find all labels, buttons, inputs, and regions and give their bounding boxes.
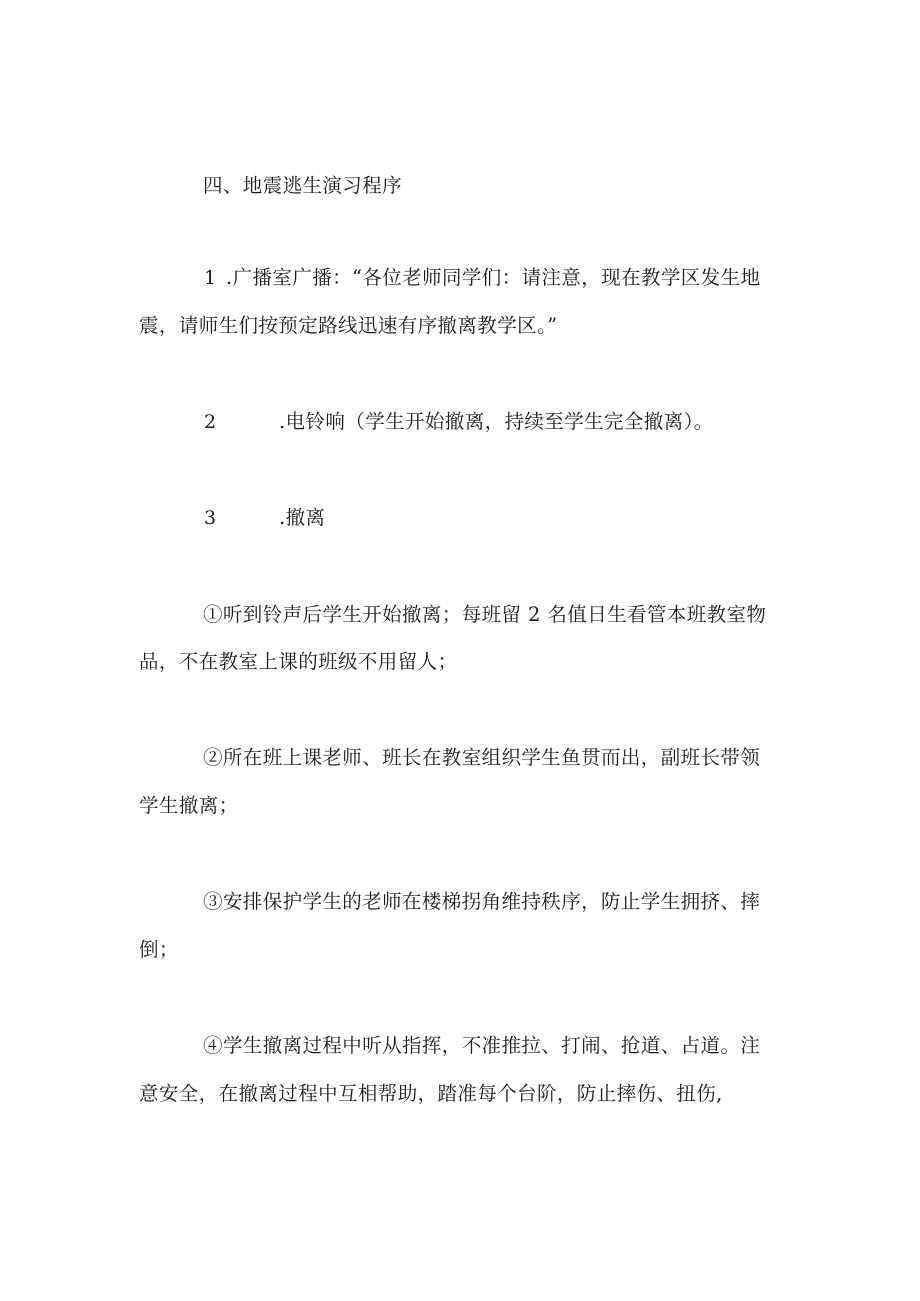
item-1-line-2: 震，请师生们按预定路线迅速有序撤离教学区。” bbox=[139, 314, 558, 337]
sub-item-2-line-1: ②所在班上课老师、班长在教室组织学生鱼贯而出，副班长带领 bbox=[203, 746, 761, 769]
section-heading: 四、地震逃生演习程序 bbox=[203, 174, 403, 197]
sub-item-4-line-1: ④学生撤离过程中听从指挥，不准推拉、打闹、抢道、占道。注 bbox=[203, 1034, 761, 1057]
sub-item-1-line-1: ①听到铃声后学生开始撤离；每班留 2 名值日生看管本班教室物 bbox=[203, 603, 767, 626]
item-3-text: .撤离 bbox=[279, 506, 326, 529]
sub-item-4-line-2: 意安全，在撤离过程中互相帮助，踏准每个台阶，防止摔伤、扭伤, bbox=[139, 1082, 723, 1105]
sub-item-3-line-2: 倒； bbox=[139, 938, 179, 961]
item-3-number: 3 bbox=[204, 507, 217, 529]
item-2-text: .电铃响（学生开始撤离，持续至学生完全撤离）。 bbox=[279, 410, 714, 433]
item-1-line-1: .广播室广播：“各位老师同学们：请注意，现在教学区发生地 bbox=[226, 266, 761, 289]
sub-item-3-line-1: ③安排保护学生的老师在楼梯拐角维持秩序，防止学生拥挤、摔 bbox=[203, 890, 761, 913]
sub-item-2-line-2: 学生撤离； bbox=[139, 794, 239, 817]
sub-item-1-line-2: 品，不在教室上课的班级不用留人； bbox=[139, 650, 458, 673]
item-2-number: 2 bbox=[204, 411, 217, 433]
item-1-number: 1 bbox=[204, 267, 217, 289]
